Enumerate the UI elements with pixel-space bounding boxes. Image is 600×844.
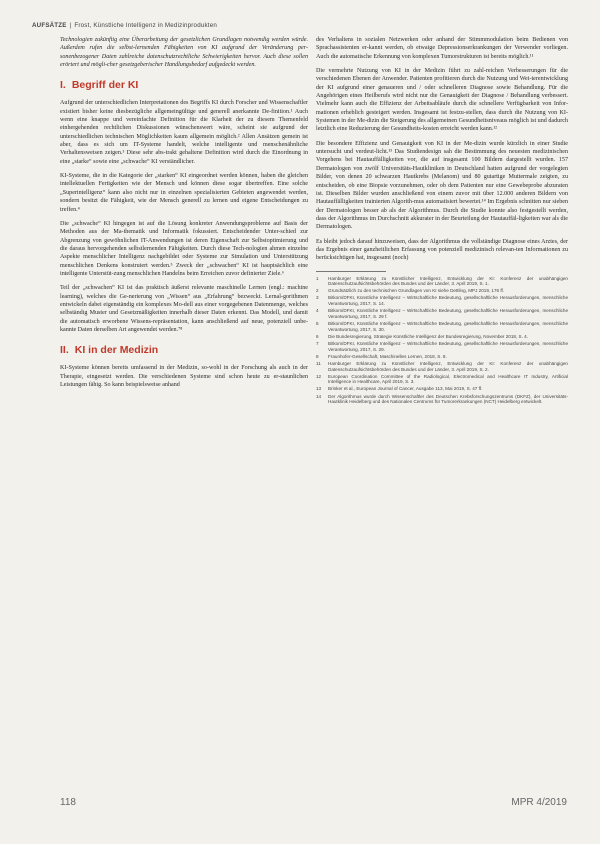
section-heading-2-number: II. [60, 344, 69, 357]
header-running-title: Frost, Künstliche Intelligenz in Medizinprodukten [74, 22, 217, 29]
footnote-divider [316, 271, 386, 272]
paragraph: Es bleibt jedoch darauf hinzuweisen, dass der Algorithmus die vollständige Diagnose eines Arztes, der das Ergebnis einer ganzheitlichen Erfassung von potenziell medizinisch relevan-ten Informationen zu berücksichtigen hat, insgesamt (noch) [316, 238, 568, 262]
footnote-number: 7 [316, 340, 319, 346]
paragraph: Aufgrund der unterschiedlichen Interpretationen des Begriffs KI durch Forscher und Wissenschaftler existiert bisher keine diesbezügliche allgemeingültige und generell anerkannte De-finition.¹ Auch wenn eine knappe und vereinfachte Definition für die Klarheit der zu diesem Themenfeld einhergehenden rechtlichen Diskussionen wünschenswert wäre, scheint sie aufgrund der unterschiedlichen technischen Möglichkeiten kaum allgemein möglich.² Allen Ansätzen gemein ist aber, dass es sich um IT-Systeme handelt, welche intelligente und menschenähnliche Verhaltensweisen zeigen.³ Diese sehr abs-trakt gehaltene Definition wird durch die Einordnung in eine „starke“ sowie eine „schwache“ KI verständlicher. [60, 100, 308, 165]
footnote-number: 6 [316, 333, 319, 339]
footnote-number: 1 [316, 275, 319, 281]
paragraph: des Verhaltens in sozialen Netzwerken oder anhand der Stimmmodulation beim Bedienen von Sprachassistenten er-kannt werden, ob etwaige Depressionserkrankungen der Verwender vorliegen. Auch die automatische Erkennung von komplexen Tumorstrukturen ist bereits möglich.¹¹ [316, 37, 568, 60]
footnote [316, 308, 568, 319]
running-header [32, 22, 568, 29]
footnotes [316, 276, 568, 405]
footnote-text: Hamburger Erklärung zu Künstlicher Intelligenz, Entwicklung der KI: Konferenz der unabhängigen Datenschutzaufsichtsbehörden des Bundes und der Länder, 3. April 2019, S. 1. [328, 275, 568, 287]
footnote [316, 276, 568, 287]
footnote [316, 394, 568, 405]
paragraph: Die vermehrte Nutzung von KI in der Medizin führt zu zahl-reichen Verbesserungen für die verschiedenen Ebenen der Anwender. Patienten profitieren durch die Nutzung und Wei-terentwicklung der KI aufgrund einer genaueren und / oder schnelleren Diagnose sowie Behandlung. Für die Angehörigen eines Heilberufs wird nicht nur die Genauigkeit der Diagnose / Behandlung verbessert. Vielmehr kann auch die Effizienz der Arbeitsabläufe durch die schnellere Verfügbarkeit von Infor-mationen erheblich gesteigert werden. Insgesamt ist festzu-stellen, dass durch die Nutzung von KI-Systemen in der Me-dizin die Steigerung des allgemeinen Gesundheitsniveaus möglich ist und dadurch letztlich eine Reduzierung der Gesundheits-kosten erreicht werden kann.¹² [316, 68, 568, 133]
footnote-number: 8 [316, 353, 319, 359]
footnote-number: 2 [316, 288, 319, 294]
footnote [316, 386, 568, 392]
footnote [316, 374, 568, 385]
journal-issue: MPR 4/2019 [511, 797, 567, 808]
footnote-text: Bitkom/DFKI, Künstliche Intelligenz – Wirtschaftliche Bedeutung, gesellschaftliche Herausforderungen, menschliche Verantwortung, 2017, S. 30. [328, 321, 568, 332]
footnote-text: Fraunhofer-Gesellschaft, Maschinelles Lernen, 2018, S. 8. [328, 353, 447, 359]
paragraph: Teil der „schwachen“ KI ist das praktisch äußerst relevante maschinelle Lernen (engl.: machine learning), welches die Ge-nerierung von „Wissen“ aus „Erfahrung“ bezweckt. Lernal-gorithmen entwickeln dabei eigenständig ein komplexes Mo-dell aus einer vorgegebenen Datenmenge, welches selbständig Muster und Gesetzmäßigkeiten innerhalb dieser Daten erkennt. Das Modell, und damit die automatisch erworbene Wissens-repräsentation, kann anschließend auf neue, potenziell unbe-kannte Daten derselben Art angewendet werden.⁷⁸ [60, 285, 308, 333]
footnote [316, 295, 568, 306]
section-heading-1-text: Begriff der KI [71, 79, 139, 92]
section-heading-2-text: KI in der Medizin [74, 344, 159, 357]
footnote-text: Die Bundesregierung, Strategie Künstliche Intelligenz der Bundesregierung, November 2018, S. 4. [328, 333, 528, 339]
footnote-number: 13 [316, 386, 322, 392]
footnote-text: Bitkom/DFKI, Künstliche Intelligenz – Wirtschaftliche Bedeutung, gesellschaftliche Herausforderungen, menschliche Verantwortung, 2017, S. 14. [328, 295, 568, 307]
footnote-number: 14 [316, 393, 322, 399]
footnote-number: 3 [316, 295, 319, 301]
paragraph: KI-Systeme können bereits umfassend in der Medizin, so-wohl in der Forschung als auch in der Therapie, eingesetzt werden. Die verschiedenen Systeme sind schon heute zu er-staunlichen Leistungen fähig. So kann beispielsweise anhand [60, 365, 308, 388]
footnote [316, 334, 568, 340]
footnote-number: 11 [316, 360, 321, 366]
footnote-number: 12 [316, 373, 322, 379]
paragraph: Die „schwache“ KI hingegen ist auf die Lösung konkreter Anwendungsprobleme auf Basis der Methoden aus der Ma-thematik und Informatik fokussiert. Entscheidender Unter-schied zur Abgrenzung von gewöhnlichen IT-Anwendungen ist deren Eigenschaft zur Selbstoptimierung und die daraus hervorgehenden selbstlernenden Fähigkeiten. Durch diese Tech-nologien ahmen einzelne Aspekte menschlicher Intelligenz nachgebildet oder Systeme zur Simulation und Unterstützung menschlichen Denkens konstruiert werden.⁵ Zweck der „schwachen“ KI ist hauptsächlich eine intelligente Unterstüt-zung menschlichen Handelns beim Erreichen zuvor definierter Ziele.⁶ [60, 220, 308, 277]
footnote-text: Hamburger Erklärung zu Künstlicher Intelligenz, Entwicklung der KI: Konferenz der unabhängigen Datenschutzaufsichtsbehörden des Bundes und der Länder, 3. April 2019, S. 2. [328, 360, 568, 372]
footnote [316, 354, 568, 360]
right-column [316, 36, 568, 406]
section-heading-1-number: I. [60, 79, 66, 92]
paragraph: KI-Systeme, die in die Kategorie der „starken“ KI eingeordnet werden können, haben die gleichen intellektuellen Fertigkeiten wie der Mensch und können diese sogar übertreffen. Eine solche „Superintelligenz“ kann also nicht nur in einzelnen spezialisierten Gebieten angewendet werden, sondern besitzt die Fähigkeit, wie der Mensch generell zu lernen und eigene Entscheidungen zu treffen.⁴ [60, 173, 308, 213]
footnote-text: Grundsätzlich zu den technischen Grundlagen von KI siehe Dettling, MPJ 2019, 176 ff. [328, 288, 505, 294]
footnote [316, 288, 568, 294]
footnote-text: Bitkom/DFKI, Künstliche Intelligenz – Wirtschaftliche Bedeutung, gesellschaftliche Herausforderungen, menschliche Verantwortung, 2017, S. 29. [328, 340, 568, 352]
footnote-number: 4 [316, 308, 319, 314]
footnote-number: 5 [316, 321, 319, 327]
footnote-text: European Coordination Committee of the Radiological, Electromedical and Healthcare IT Industry, Artificial Intelligence in Healthcare, April 2019, S. 3. [328, 373, 568, 385]
left-column [60, 36, 308, 395]
section-heading-1 [60, 79, 308, 91]
footnote-text: Brinker et al., European Journal of Cancer, Ausgabe 113, Mai 2019, S. 47 ff. [328, 386, 483, 392]
abstract: Technologien zukünftig eine Überarbeitung der gesetzlichen Grundlagen notwendig werden würde. Außerdem rufen die selbst-lernenden Fähigkeiten von KI aufgrund der Veränderung per-sonenbezogener Daten zahlreiche datenschutzrechtliche Schwierigkeiten hervor. Auch diese sollen erörtert und mögli-cher gesetzgeberischer Handlungsbedarf aufgedeckt werden. [60, 37, 308, 69]
header-section: AUFSÄTZE [32, 22, 67, 29]
header-separator: | [69, 22, 72, 29]
footnote [316, 361, 568, 372]
footnote [316, 341, 568, 352]
footnote-text: Bitkom/DFKI, Künstliche Intelligenz – Wirtschaftliche Bedeutung, gesellschaftliche Herausforderungen, menschliche Verantwortung, 2017, S. 29 f. [328, 308, 568, 319]
footnote [316, 321, 568, 332]
page-number: 118 [60, 797, 76, 808]
section-heading-2 [60, 344, 308, 356]
paragraph: Die besondere Effizienz und Genauigkeit von KI in der Me-dizin wurde kürzlich in einer Studie untersucht und verdeut-licht.¹³ Das Studiendesign sah die Bestimmung des neuesten medizinischen Vorgehens bei Hautauffälligkeiten vor, die auf insgesamt 100 Bildern dargestellt wurden. 157 Dermatologen von zwölf Universitäts-Hautkliniken in Deutschland hatten aufgrund der vorgelegten Bilder, von denen 20 schwarzen Hautkrebs (Melanom) und 80 gutartige Muttermale zeigten, zu entscheiden, ob eine Biopsie vorzunehmen, oder ob dem Patienten nur eine Gewebeprobe abzuraten ist. Dieselben Bilder wurden anschließend von einem zuvor mit über 12.000 anderen Bildern von Hautauffälligkeiten trainierten Algorith-mus automatisiert bewertet.¹⁴ Im Ergebnis schnitten nur sieben der Dermatologen besser ab als der Algorithmus. Durch die Studie konnte also festgestellt werden, dass der Algorithmus im Durchschnitt akkurater in der Beurteilung der Hautauffäl-ligkeiten war als die Dermatologen. [316, 140, 568, 231]
footnote-text: Der Algorithmus wurde durch Wissenschaftler des Deutschen Krebsforschungszentrums (DKFZ), der Universitäts-Hautklinik Heidelberg und des Nationalen Centrums für Tumorerkrankungen (NCT) Heidelberg entwickelt. [328, 393, 568, 405]
